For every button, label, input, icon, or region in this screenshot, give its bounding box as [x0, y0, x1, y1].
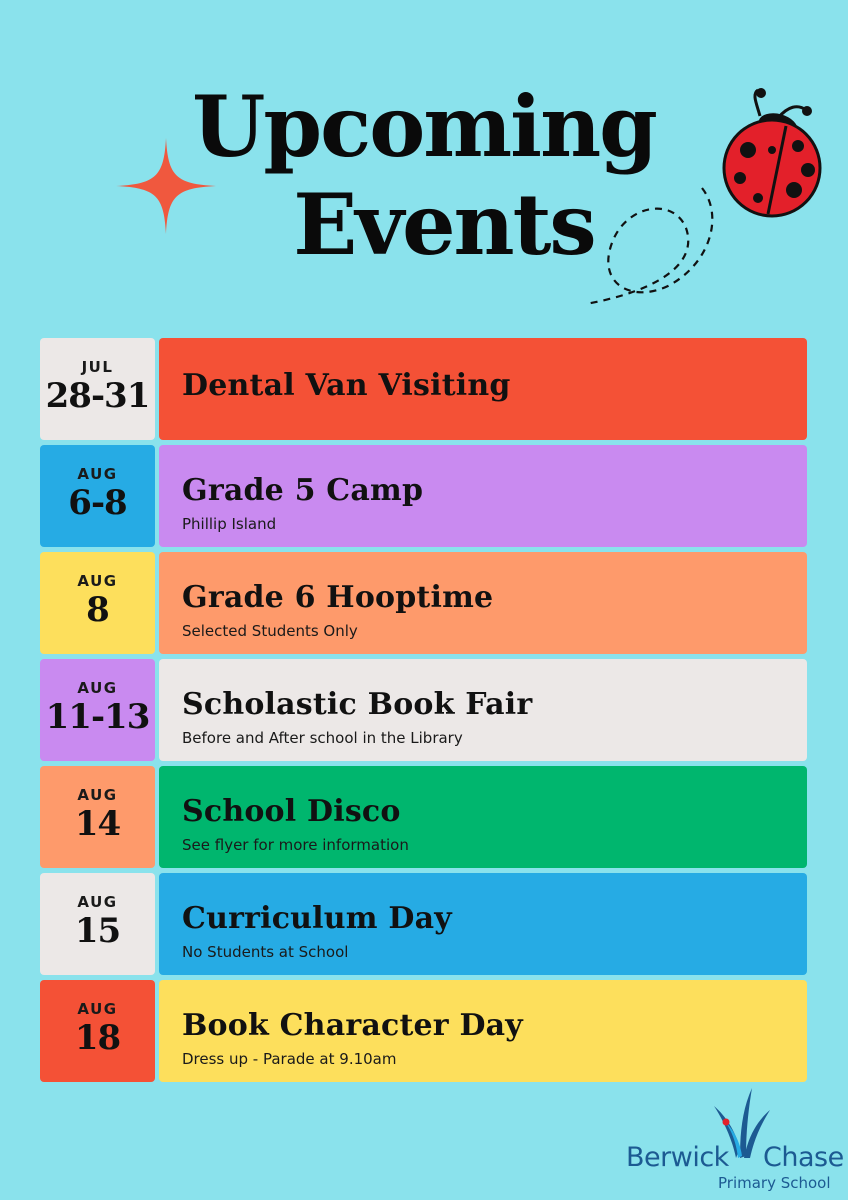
event-row: [40, 659, 807, 761]
event-card: [159, 980, 807, 1082]
event-row: [40, 980, 807, 1082]
event-subtitle: See flyer for more information: [182, 836, 409, 854]
event-card: [159, 766, 807, 868]
school-name-left: Berwick: [626, 1142, 729, 1173]
event-row: [40, 873, 807, 975]
event-day: 18: [74, 1018, 121, 1058]
event-subtitle: Dress up - Parade at 9.10am: [182, 1050, 397, 1068]
school-logo: [622, 1088, 842, 1192]
event-title: Grade 5 Camp: [182, 473, 424, 508]
event-title: Scholastic Book Fair: [182, 687, 533, 722]
flight-path-dashes: [584, 186, 724, 310]
event-date: [40, 445, 155, 547]
event-date: [40, 766, 155, 868]
event-card: [159, 873, 807, 975]
title-line-1: Upcoming: [192, 77, 656, 176]
event-month: AUG: [77, 786, 118, 804]
event-month: AUG: [77, 465, 118, 483]
event-day: 14: [74, 804, 121, 844]
event-subtitle: Before and After school in the Library: [182, 729, 463, 747]
event-row: [40, 338, 807, 440]
event-title: School Disco: [182, 794, 401, 829]
event-title: Dental Van Visiting: [182, 368, 511, 403]
event-title: Grade 6 Hooptime: [182, 580, 494, 615]
event-month: AUG: [77, 893, 118, 911]
event-month: AUG: [77, 679, 118, 697]
school-name: [626, 1142, 844, 1173]
event-month: AUG: [77, 1000, 118, 1018]
event-title: Curriculum Day: [182, 901, 452, 936]
event-subtitle: No Students at School: [182, 943, 349, 961]
event-month: JUL: [81, 358, 114, 376]
event-day: 6-8: [68, 483, 127, 523]
event-month: AUG: [77, 572, 118, 590]
event-subtitle: Selected Students Only: [182, 622, 358, 640]
event-date: [40, 873, 155, 975]
event-card: [159, 338, 807, 440]
event-day: 28-31: [45, 376, 150, 416]
event-row: [40, 445, 807, 547]
event-day: 15: [74, 911, 121, 951]
event-title: Book Character Day: [182, 1008, 523, 1043]
event-date: [40, 980, 155, 1082]
school-subtitle: Primary School: [718, 1174, 831, 1192]
event-day: 11-13: [45, 697, 150, 737]
sparkle-icon: [116, 138, 216, 234]
event-day: 8: [86, 590, 109, 630]
events-list: [40, 338, 807, 1087]
event-date: [40, 552, 155, 654]
title-line-2: Events: [293, 175, 595, 274]
event-card: [159, 445, 807, 547]
event-row: [40, 766, 807, 868]
event-subtitle: Phillip Island: [182, 515, 277, 533]
event-date: [40, 338, 155, 440]
event-card: [159, 659, 807, 761]
ladybug-icon: [716, 86, 828, 222]
school-name-right: Chase: [763, 1142, 844, 1173]
event-row: [40, 552, 807, 654]
event-card: [159, 552, 807, 654]
event-date: [40, 659, 155, 761]
